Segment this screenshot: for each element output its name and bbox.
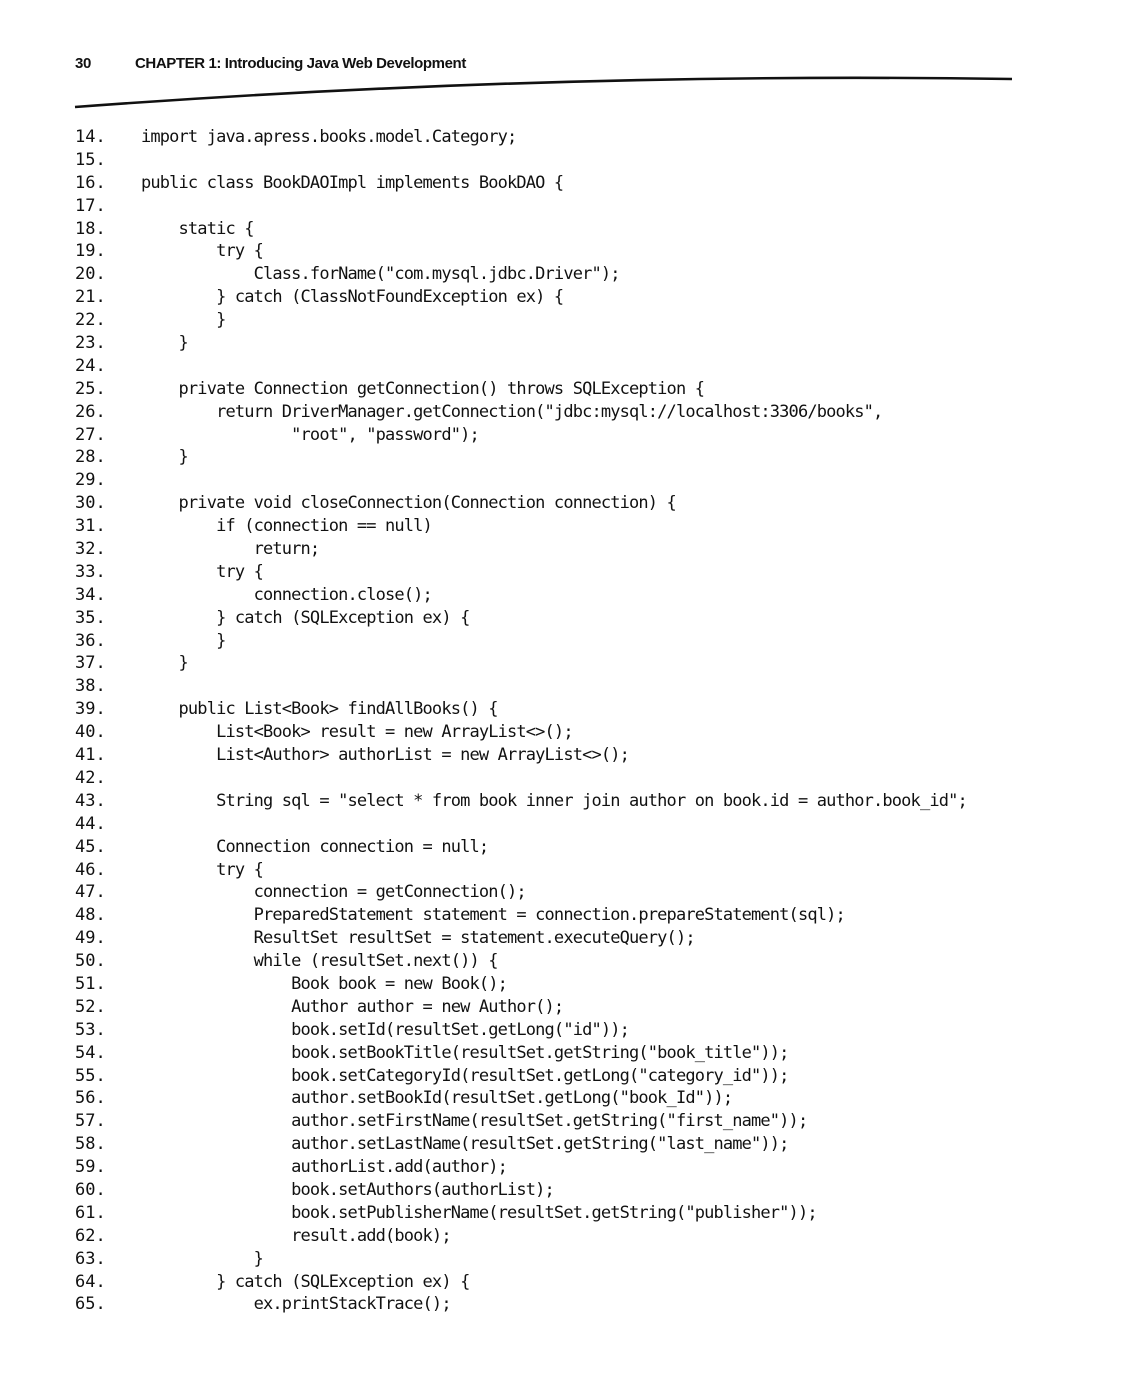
line-number: 59.: [75, 1157, 106, 1178]
code-line: [75, 996, 1095, 1019]
code-line: [75, 424, 1095, 447]
line-number: 18.: [75, 218, 106, 239]
line-number: 65.: [75, 1294, 106, 1315]
line-code: private Connection getConnection() throws SQLException {: [141, 378, 705, 399]
code-line: [75, 1248, 1095, 1271]
code-line: [75, 927, 1095, 950]
line-code: return DriverManager.getConnection("jdbc:mysql://localhost:3306/books",: [141, 401, 883, 422]
line-number: 20.: [75, 264, 106, 285]
header-rule: [0, 0, 1125, 120]
line-number: 39.: [75, 699, 106, 720]
code-line: [75, 607, 1095, 630]
code-line: [75, 813, 1095, 836]
line-number: 34.: [75, 584, 106, 605]
line-number: 28.: [75, 447, 106, 468]
code-line: [75, 630, 1095, 653]
line-code: } catch (SQLException ex) {: [141, 607, 470, 628]
code-line: [75, 1225, 1095, 1248]
code-line: [75, 698, 1095, 721]
line-code: } catch (SQLException ex) {: [141, 1271, 470, 1292]
code-line: [75, 767, 1095, 790]
line-number: 46.: [75, 859, 106, 880]
code-line: [75, 790, 1095, 813]
line-code: static {: [141, 218, 254, 239]
code-line: [75, 195, 1095, 218]
line-number: 38.: [75, 676, 106, 697]
line-number: 19.: [75, 241, 106, 262]
line-code: public List<Book> findAllBooks() {: [141, 699, 498, 720]
code-line: [75, 652, 1095, 675]
code-line: [75, 1042, 1095, 1065]
code-line: [75, 263, 1095, 286]
line-code: Book book = new Book();: [141, 973, 508, 994]
line-number: 55.: [75, 1065, 106, 1086]
line-number: 24.: [75, 355, 106, 376]
page-number: 30: [75, 54, 91, 72]
code-line: [75, 126, 1095, 149]
line-code: }: [141, 447, 188, 468]
line-code: book.setBookTitle(resultSet.getString("book_title"));: [141, 1042, 789, 1063]
code-line: [75, 721, 1095, 744]
line-number: 17.: [75, 195, 106, 216]
line-code: connection = getConnection();: [141, 882, 526, 903]
code-line: [75, 950, 1095, 973]
line-code: result.add(book);: [141, 1225, 451, 1246]
line-code: author.setFirstName(resultSet.getString("first_name"));: [141, 1111, 808, 1132]
line-number: 37.: [75, 653, 106, 674]
code-line: [75, 401, 1095, 424]
code-line: [75, 446, 1095, 469]
line-code: }: [141, 630, 226, 651]
line-number: 29.: [75, 470, 106, 491]
code-line: [75, 1019, 1095, 1042]
line-code: String sql = "select * from book inner join author on book.id = author.book_id";: [141, 790, 967, 811]
line-code: return;: [141, 539, 320, 560]
line-code: }: [141, 310, 226, 331]
line-number: 57.: [75, 1111, 106, 1132]
code-line: [75, 515, 1095, 538]
line-number: 15.: [75, 149, 106, 170]
line-number: 50.: [75, 951, 106, 972]
line-code: author.setLastName(resultSet.getString("last_name"));: [141, 1134, 789, 1155]
line-number: 49.: [75, 928, 106, 949]
line-number: 41.: [75, 745, 106, 766]
line-code: book.setPublisherName(resultSet.getString("publisher"));: [141, 1202, 817, 1223]
line-code: List<Book> result = new ArrayList<>();: [141, 722, 573, 743]
code-line: [75, 859, 1095, 882]
line-code: }: [141, 1248, 264, 1269]
code-line: [75, 1065, 1095, 1088]
line-code: PreparedStatement statement = connection.prepareStatement(sql);: [141, 905, 845, 926]
line-number: 47.: [75, 882, 106, 903]
line-number: 26.: [75, 401, 106, 422]
line-number: 62.: [75, 1225, 106, 1246]
code-line: [75, 240, 1095, 263]
code-line: [75, 492, 1095, 515]
line-code: connection.close();: [141, 584, 432, 605]
code-line: [75, 675, 1095, 698]
line-number: 52.: [75, 996, 106, 1017]
line-number: 14.: [75, 127, 106, 147]
code-line: [75, 584, 1095, 607]
line-number: 63.: [75, 1248, 106, 1269]
code-line: [75, 538, 1095, 561]
line-number: 27.: [75, 424, 106, 445]
line-number: 60.: [75, 1179, 106, 1200]
line-number: 44.: [75, 813, 106, 834]
code-line: [75, 1133, 1095, 1156]
code-line: [75, 332, 1095, 355]
line-number: 54.: [75, 1042, 106, 1063]
line-code: Author author = new Author();: [141, 996, 564, 1017]
line-code: List<Author> authorList = new ArrayList<>();: [141, 745, 630, 766]
line-number: 36.: [75, 630, 106, 651]
code-line: [75, 1087, 1095, 1110]
code-line: [75, 1293, 1095, 1316]
code-line: [75, 1271, 1095, 1294]
line-code: private void closeConnection(Connection connection) {: [141, 493, 676, 514]
code-line: [75, 836, 1095, 859]
line-number: 56.: [75, 1088, 106, 1109]
line-number: 48.: [75, 905, 106, 926]
line-number: 51.: [75, 973, 106, 994]
code-line: [75, 561, 1095, 584]
line-code: ex.printStackTrace();: [141, 1294, 451, 1315]
code-line: [75, 1202, 1095, 1225]
line-number: 33.: [75, 561, 106, 582]
line-number: 25.: [75, 378, 106, 399]
line-number: 35.: [75, 607, 106, 628]
code-line: [75, 881, 1095, 904]
code-line: [75, 469, 1095, 492]
line-code: authorList.add(author);: [141, 1157, 508, 1178]
line-number: 45.: [75, 836, 106, 857]
line-code: import java.apress.books.model.Category;: [141, 127, 517, 147]
code-line: [75, 378, 1095, 401]
line-number: 32.: [75, 539, 106, 560]
line-number: 58.: [75, 1134, 106, 1155]
line-code: book.setId(resultSet.getLong("id"));: [141, 1019, 630, 1040]
line-number: 31.: [75, 516, 106, 537]
code-line: [75, 149, 1095, 172]
code-line: [75, 904, 1095, 927]
line-code: }: [141, 333, 188, 354]
line-code: Connection connection = null;: [141, 836, 489, 857]
line-code: Class.forName("com.mysql.jdbc.Driver");: [141, 264, 620, 285]
code-line: [75, 1110, 1095, 1133]
code-line: [75, 218, 1095, 241]
code-line: [75, 1156, 1095, 1179]
chapter-title: CHAPTER 1: Introducing Java Web Development: [135, 54, 466, 72]
line-number: 53.: [75, 1019, 106, 1040]
line-code: try {: [141, 859, 264, 880]
line-code: if (connection == null): [141, 516, 432, 537]
code-line: [75, 286, 1095, 309]
line-code: book.setAuthors(authorList);: [141, 1179, 554, 1200]
code-line: [75, 355, 1095, 378]
line-code: ResultSet resultSet = statement.executeQuery();: [141, 928, 695, 949]
code-line: [75, 309, 1095, 332]
line-number: 30.: [75, 493, 106, 514]
line-code: } catch (ClassNotFoundException ex) {: [141, 287, 564, 308]
code-listing: [75, 126, 1095, 1316]
line-number: 40.: [75, 722, 106, 743]
line-code: "root", "password");: [141, 424, 479, 445]
line-number: 23.: [75, 333, 106, 354]
line-number: 21.: [75, 287, 106, 308]
line-number: 16.: [75, 172, 106, 193]
line-code: try {: [141, 561, 264, 582]
code-line: [75, 973, 1095, 996]
line-number: 43.: [75, 790, 106, 811]
code-line: [75, 172, 1095, 195]
code-line: [75, 1179, 1095, 1202]
line-number: 42.: [75, 767, 106, 788]
line-code: while (resultSet.next()) {: [141, 951, 498, 972]
line-number: 22.: [75, 310, 106, 331]
line-number: 64.: [75, 1271, 106, 1292]
line-code: book.setCategoryId(resultSet.getLong("category_id"));: [141, 1065, 789, 1086]
line-code: public class BookDAOImpl implements BookDAO {: [141, 172, 564, 193]
line-code: author.setBookId(resultSet.getLong("book_Id"));: [141, 1088, 733, 1109]
line-number: 61.: [75, 1202, 106, 1223]
code-line: [75, 744, 1095, 767]
line-code: try {: [141, 241, 264, 262]
line-code: }: [141, 653, 188, 674]
